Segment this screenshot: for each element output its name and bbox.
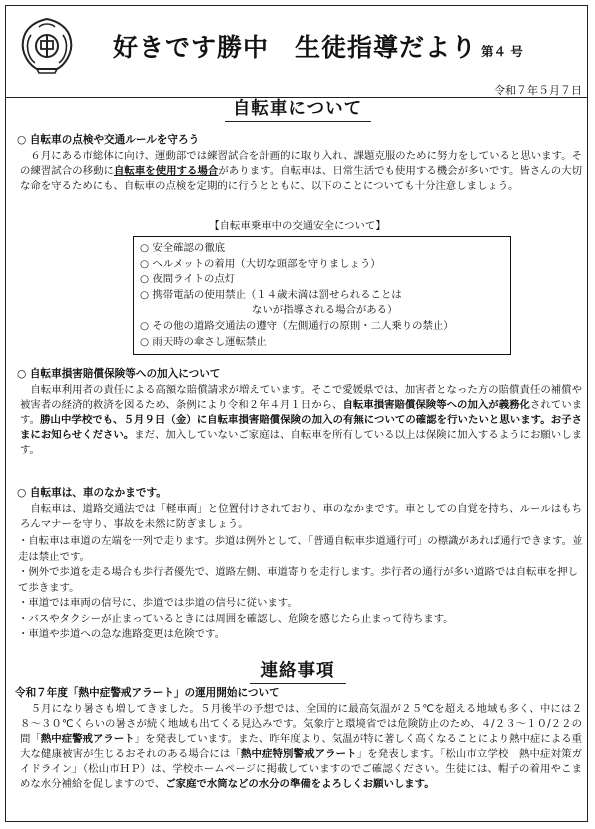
text: があります。自転車は、日常生活でも使用する機会が多いです。皆さんの大切な命を守るためにも、自転車の点検を定期的に行うとともに、以下のことについても十分注意しましょう。 bbox=[20, 165, 582, 192]
safety-rules-box bbox=[133, 236, 511, 355]
list-item: ・バスやタクシーが止まっているときには周囲を確認し、危険を感じたら止まって待ちます。 bbox=[18, 612, 454, 625]
text: 」を発表しています。また、昨年度より、気温が特に著しく高くなることにより熱中症による重大な健康被害が生じるおそれのある場合には「 bbox=[20, 733, 583, 760]
text: ６月にある市総体に向け、運動部では練習試合を計画的に取り入れ、課題克服のために努力をしていると思います。その練習試合の移動に bbox=[20, 150, 582, 177]
title-underline bbox=[250, 683, 346, 684]
school-emblem-icon bbox=[17, 15, 77, 75]
safety-box-label: 【自転車乗車中の交通安全について】 bbox=[209, 220, 386, 232]
rules-bullet-list bbox=[18, 534, 584, 643]
paragraph-insurance bbox=[20, 383, 582, 458]
list-item: ・例外で歩道を走る場合も歩行者優先で、道路左側、車道寄りを走行します。歩行者の通行が多い道路では自転車を押して歩きます。 bbox=[18, 566, 579, 594]
emphasis-text: 熱中症警戒アラート bbox=[40, 733, 135, 745]
text: 」を発表します。「松山市立学校 熱中症対策ガイドライン」（松山市ＨＰ）は、学校ホームページに掲載していますのでご確認ください。生徒には、帽子の着用やこまめな水分補給を促しますので、 bbox=[20, 748, 583, 790]
paragraph-bicycle-vehicle: 自転車は、道路交通法では「軽車両」と位置付けされており、車のなかまです。車としての自覚を持ち、ルールはもちろんマナーを守り、事故を未然に防ぎましょう。 bbox=[20, 503, 582, 530]
text: ５月になり暑さも増してきました。５月後半の予想では、全国的に最高気温が２５℃を超える地域も多く、中には２８～３０℃くらいの暑さが続く地域も出てくる見込みです。気象庁と環境省では危険防止のため、４/２３～１０/２２の間「 bbox=[20, 703, 582, 745]
list-item: ・車道や歩道への急な進路変更は危険です。 bbox=[18, 628, 225, 640]
header bbox=[5, 5, 588, 97]
issue-date: 令和７年５月７日 bbox=[494, 84, 582, 97]
list-item: ○ 雨天時の傘さし運転禁止 bbox=[140, 335, 267, 348]
list-item: ○ 安全確認の徹底 bbox=[140, 242, 226, 254]
paragraph-bicycle-check bbox=[20, 149, 582, 194]
emphasis-text: 自転車損害賠償保険等への加入が義務化 bbox=[342, 399, 530, 411]
emphasis-text: 自転車を使用する場合 bbox=[113, 165, 219, 177]
list-item: ・車道では車両の信号に、歩道では歩道の信号に従います。 bbox=[18, 597, 298, 609]
heading-heatstroke: 令和７年度「熱中症警戒アラート」の運用開始について bbox=[15, 687, 280, 699]
emphasis-text: ご家庭で水筒などの水分の準備をよろしくお願いします。 bbox=[165, 778, 435, 790]
list-item: ないが指導される場合がある） bbox=[252, 304, 398, 317]
section-title-contact: 連絡事項 bbox=[260, 661, 335, 681]
safety-rules-list bbox=[134, 237, 510, 350]
list-item: ○ ヘルメットの着用（大切な頭部を守りましょう） bbox=[140, 257, 381, 270]
emphasis-text: 勝山中学校でも、５月９日（金）に自転車損害賠償保険の加入の有無についての確認を行いたいと思います。お子さまにお知らせください。 bbox=[20, 414, 582, 441]
text: されています。 bbox=[20, 399, 583, 426]
heading-insurance: ○ 自転車損害賠償保険等への加入について bbox=[17, 368, 221, 380]
list-item: ○ 夜間ライトの点灯 bbox=[140, 273, 236, 286]
text: 自転車利用者の責任による高額な賠償請求が増えています。そこで愛媛県では、加害者となった方の賠償責任の補償や被害者の経済的救済を図るため、条例により令和２年４月１日から、 bbox=[20, 384, 582, 411]
paragraph-heatstroke bbox=[20, 702, 582, 792]
list-item: ○ 携帯電話の使用禁止（１４歳未満は罰せられることは bbox=[140, 288, 402, 301]
section-title-bicycle: 自転車について bbox=[232, 99, 363, 119]
emphasis-text: 熱中症特別警戒アラート bbox=[240, 748, 357, 760]
title-underline bbox=[225, 121, 371, 122]
heading-bicycle-check: ○ 自転車の点検や交通ルールを守ろう bbox=[17, 134, 200, 146]
list-item: ○ その他の道路交通法の遵守（左側通行の原則・二人乗りの禁止） bbox=[140, 319, 454, 332]
text: まだ、加入していないご家庭は、自転車を所有している以上は保険に加入するようにお願いします。 bbox=[20, 429, 583, 456]
issue-number: 第４ 号 bbox=[481, 44, 523, 59]
heading-bicycle-vehicle: ○ 自転車は、車のなかまです。 bbox=[17, 487, 167, 499]
newsletter-title bbox=[113, 33, 523, 67]
title-text: 好きです勝中 生徒指導だより bbox=[113, 33, 478, 62]
list-item: ・自転車は車道の左端を一列で走ります。歩道は例外として、「普通自転車歩道通行可」の標識があれば通行できます。並走は禁止です。 bbox=[18, 535, 583, 563]
